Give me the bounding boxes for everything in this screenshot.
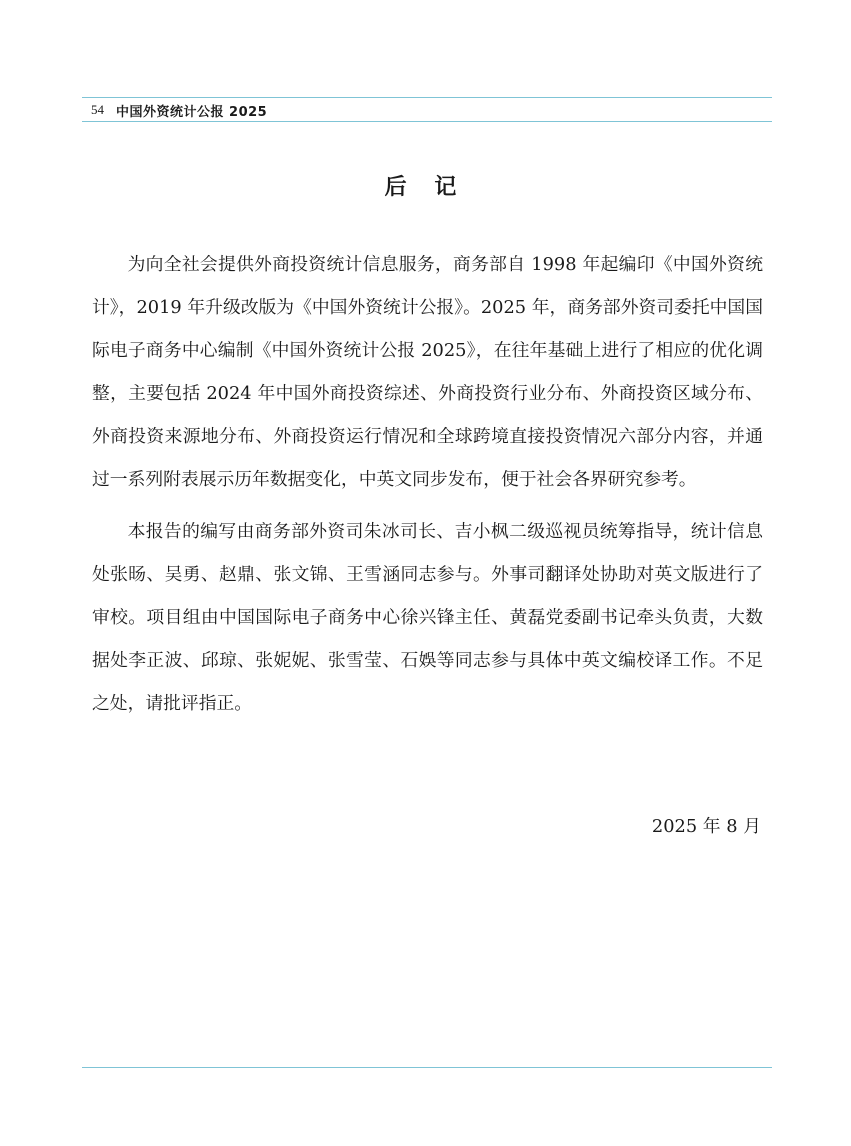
page-number: 54 <box>91 102 104 117</box>
body-text <box>92 243 763 734</box>
paragraph: 为向全社会提供外商投资统计信息服务，商务部自 1998 年起编印《中国外资统计》，2019 年升级改版为《中国外资统计公报》。2025 年，商务部外资司委托中国国际电子商务中心编制《中国外资统计公报 2025》，在往年基础上进行了相应的优化调整，主要包括 2024 年中国外商投资综述、外商投资行业分布、外商投资区域分布、外商投资来源地分布、外商投资运行情况和全球跨境直接投资情况六部分内容，并通过一系列附表展示历年数据变化，中英文同步发布，便于社会各界研究参考。 <box>92 254 763 490</box>
header-bottom-rule <box>82 121 772 122</box>
header-top-rule <box>82 97 772 98</box>
section-title: 后 记 <box>384 175 467 200</box>
running-header-title: 中国外资统计公报 2025 <box>116 104 268 120</box>
footer-rule <box>82 1067 772 1068</box>
running-header <box>91 100 267 120</box>
date-line: 2025 年 8 月 <box>651 816 761 837</box>
paragraph: 本报告的编写由商务部外资司朱冰司长、吉小枫二级巡视员统筹指导，统计信息处张旸、吴勇、赵鼎、张文锦、王雪涵同志参与。外事司翻译处协助对英文版进行了审校。项目组由中国国际电子商务中心徐兴锋主任、黄磊党委副书记牵头负责，大数据处李正波、邱琼、张妮妮、张雪莹、石娛等同志参与具体中英文编校译工作。不足之处，请批评指正。 <box>92 521 763 714</box>
